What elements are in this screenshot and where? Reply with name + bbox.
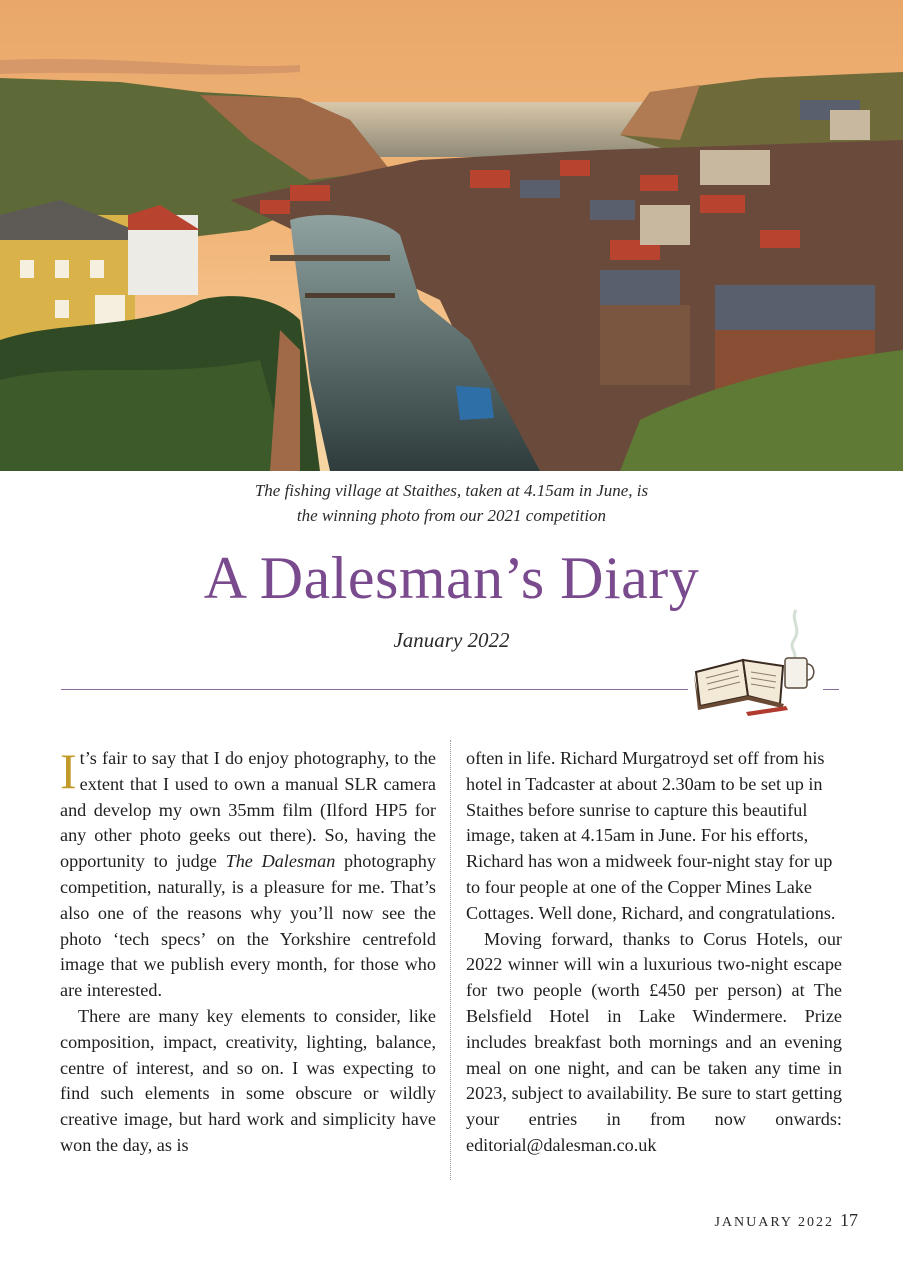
paragraph-text: photography competition, naturally, is a pleasure for me. That’s also one of the reasons why you’ll now see the photo ‘tech specs’ on the Yorkshire centrefold image that we publish every month, for those who are interested. — [60, 851, 436, 1001]
harbour-village-photo — [0, 0, 903, 471]
drop-cap: I — [60, 743, 77, 799]
paragraph: Moving forward, thanks to Corus Hotels, our 2022 winner will win a luxurious two-night escape for two people (worth £450 per person) at The Belsfield Hotel in Lake Windermere. Prize includes breakfast both mornings and an evening meal on one night, and can be taken any time in 2023, subject to availability. Be sure to start getting your entries in from now onwards: editorial@dalesman.co.uk — [466, 928, 842, 1155]
illustration — [688, 600, 823, 720]
caption-line: the winning photo from our 2021 competition — [296, 506, 607, 525]
folio-issue: JANUARY 2022 — [714, 1215, 834, 1230]
article-title: A Dalesman’s Diary — [203, 545, 700, 611]
article-date: January 2022 — [393, 628, 510, 652]
photo-caption — [0, 478, 903, 528]
article-column-right — [466, 746, 842, 1159]
open-book-and-mug-icon — [688, 600, 823, 720]
caption-line: The fishing village at Staithes, taken at 4.15am in June, is — [254, 481, 649, 500]
article-column-left — [60, 743, 436, 1159]
paragraph: There are many key elements to consider, like composition, impact, creativity, lighting, balance, centre of interest, and so on. I was expecting to find such elements in some obscure or wildly creative image, but hard work and simplicity have won the day, as is — [60, 1005, 436, 1155]
page-folio — [714, 1210, 858, 1231]
publication-name: The Dalesman — [225, 851, 336, 872]
paragraph — [60, 743, 436, 1004]
paragraph-text: t’s fair to say that I do enjoy photography, to the extent that I used to own a manual SLR camera and develop my own 35mm film (Ilford HP5 for any other photo geeks out there). So, having the opportunity to judge — [60, 748, 436, 872]
hero-photo — [0, 0, 903, 471]
page-number: 17 — [840, 1210, 858, 1230]
column-divider — [450, 740, 451, 1180]
paragraph: often in life. Richard Murgatroyd set off from his hotel in Tadcaster at about 2.30am to be set up in Staithes before sunrise to capture this beautiful image, taken at 4.15am in June. For his efforts, Richard has won a midweek four-night stay for up to four people at one of the Copper Mines Lake Cottages. Well done, Richard, and congratulations. — [466, 748, 836, 923]
